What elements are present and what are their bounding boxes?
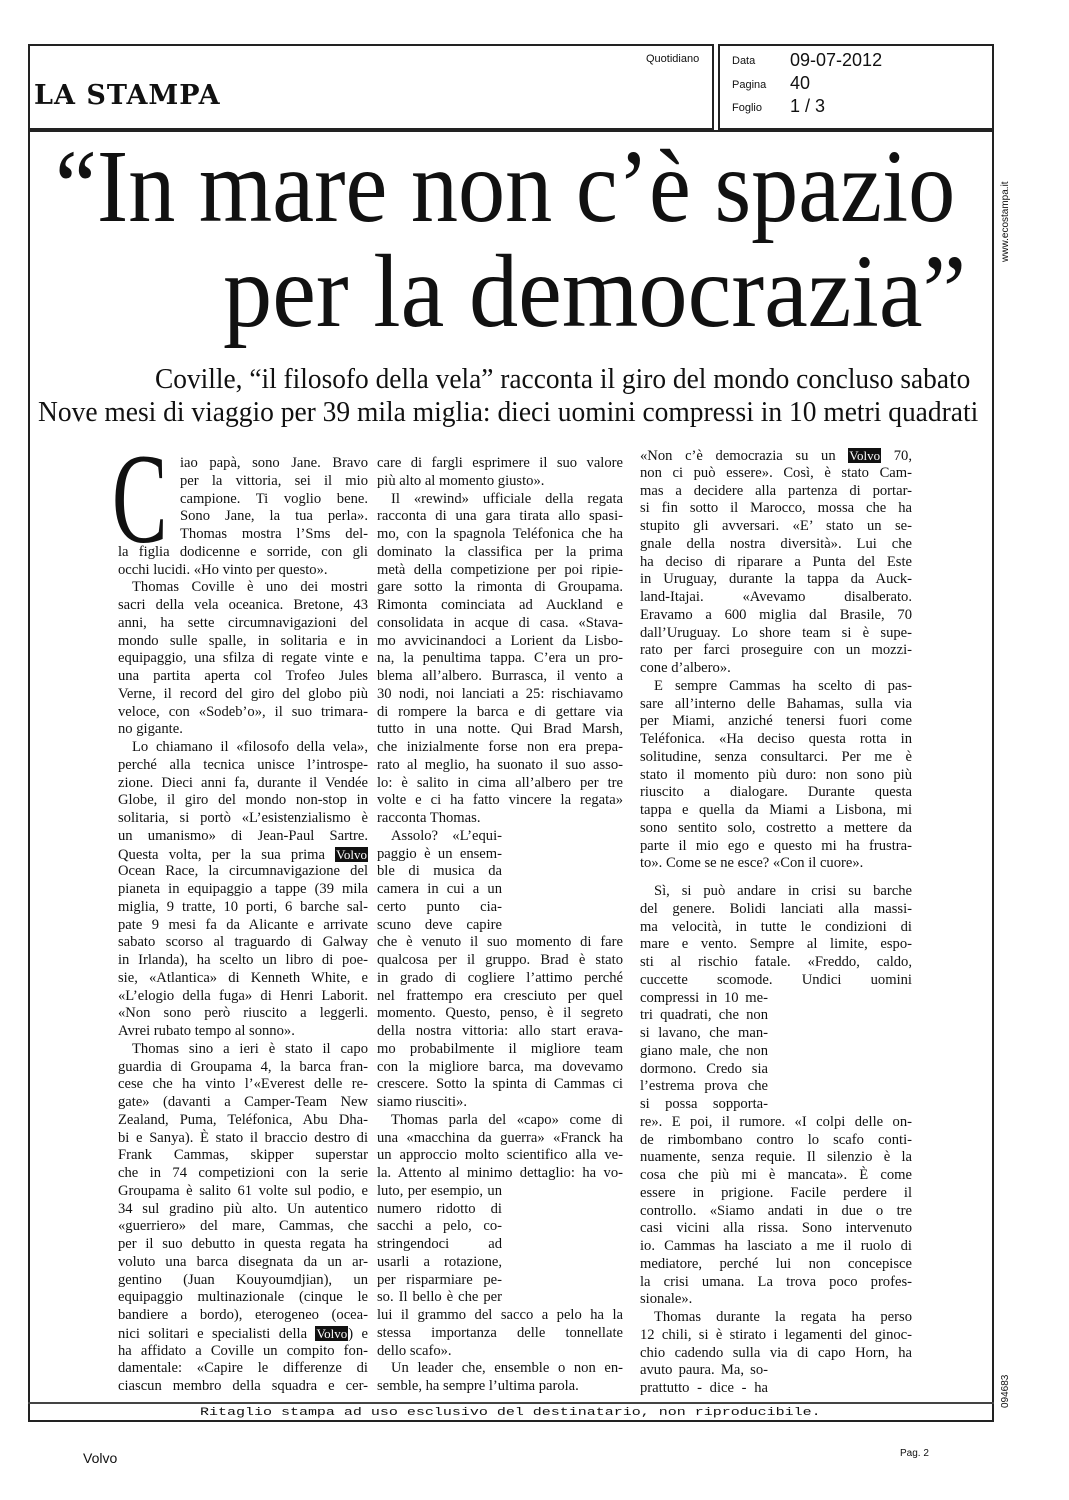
text-line: iao papà, sono Jane. Bravo [180,455,368,471]
text-line: lo: è salito in cima all’albero per tre [377,774,623,791]
meta-value-date: 09-07-2012 [790,50,883,70]
text-line: si possa sopporta- [640,1096,768,1112]
text-line: damentale: «Capire le differenze di [118,1360,368,1377]
text-line: della nostra vittoria: allo start erava- [377,1023,623,1039]
text-line: Zealand, Puma, Teléfonica, Abu Dha- [118,1111,368,1128]
highlighted-brand: Volvo [316,1325,348,1341]
text-line: Assolo? «L’equi- [391,827,502,844]
text-line: l’estrema prova che [640,1078,768,1095]
text-line: Eravamo a 600 miglia dal Brasile, 70 [640,606,912,623]
article-column-1 [118,455,368,1396]
text-line: Thomas sino a ieri è stato il capo [132,1040,368,1057]
text-line: re». E poi, il rumore. «I colpi delle on- [640,1113,912,1130]
text-line: metà della competizione per poi ripie- [377,561,623,578]
text-line: occhi lucidi. «Ho vinto per questo». [118,561,328,578]
text-line: Sì, si può andare in crisi su barche [654,883,912,899]
text-line: siamo riusciti». [377,1094,467,1110]
text-line: nici solitari e specialisti della Volvo) e [118,1325,368,1342]
text-line: cuccette scomode. Undici uomini [640,971,912,988]
text-line: in Irlanda), ha scelto un libro di poe- [118,952,368,968]
text-line: una «macchina da guerra» «Franck ha [377,1129,623,1146]
text-line: controllo. «Siamo andati in due o tre [640,1202,912,1219]
text-line: sare all’interno delle Bahamas, sulla via [640,695,912,712]
text-line: la figlia dodicenne e sorride, con gli [118,543,368,560]
text-line: essere in prigione. Facile perdere il [640,1184,912,1201]
text-line: sono sentito solo, costretto a mettere da [640,819,912,836]
text-line: Groupama è salito 61 volte sul podio, e [118,1182,368,1199]
page-number: Pag. 2 [900,1448,929,1459]
reproduction-notice: Ritaglio stampa ad uso esclusivo del destinatario, non riproducibile. [200,1407,821,1419]
paragraph [377,828,623,1112]
text-line: perché alla tecnica unisce l’introspe- [118,756,368,773]
text-line: chio cadendo sulla via di capo Horn, ha [640,1344,912,1361]
text-line: io. Cammas ha lasciato a me il ruolo di [640,1238,912,1254]
text-line: mo probabilmente il migliore team [377,1040,623,1057]
paragraph [377,455,623,491]
text-line: Ocean Race, la circumnavigazione del [118,863,368,880]
text-line: in Uruguay, durante la tappa da Auck- [640,571,912,588]
masthead-logo: LA STAMPA [34,80,221,111]
text-line: cese che ha vinto l’«Everest delle re- [118,1076,368,1093]
text-line: un approccio molto scientifico alla ve- [377,1147,623,1164]
text-line: volte e ci ha fatto vincere la regata» [377,792,623,809]
text-line: gnale della nostra diversità». Lui che [640,535,912,552]
text-line: blema all’albero. Burrasca, il vento a [377,668,623,684]
text-line: avuto paura. Ma, so- [640,1362,768,1379]
text-line: so. Il bello è che per [377,1289,502,1306]
article-column-3 [640,447,912,1398]
text-line: bi e Sanya). È stato il braccio destro di [118,1129,368,1146]
text-line: de rimbombano contro lo scafo conti- [640,1131,912,1148]
text-line: Verne, il record del giro del globo più [118,685,368,702]
paragraph [118,579,368,739]
text-line: Rimonta cominciata ad Auckland e [377,597,623,613]
meta-label-date: Data [732,55,756,67]
text-line: pianeta in equipaggio a tappe (39 mila [118,881,368,897]
drop-cap: C [112,428,168,570]
text-line: che inizialmente forse non era prepa- [377,739,623,755]
text-line: un umanismo» di Jean-Paul Sartre. [118,827,368,844]
text-line: non ci può essere». Così, è stato Cam- [640,464,912,481]
text-line: stupito gli avversari. «E’ stato un se- [640,518,912,534]
text-line: land-Itajai. «Avevamo disalberato. [640,589,912,605]
meta-value-page: 40 [790,73,811,93]
text-line: mas a decidere alla partenza di portar- [640,482,912,499]
text-line: mo avvicinandoci a Lorient da Lisbo- [377,632,623,649]
text-line: veloce, con «Sodeb’o», il suo trimara- [118,703,368,720]
text-line: momento. Questo, penso, è il segreto [377,1005,623,1022]
text-line: bandiere a bordo), eterogeneo (ocea- [118,1307,368,1323]
text-line: gate» (davanti a Camper-Team New [118,1094,368,1110]
text-line: Thomas durante la regata ha perso [654,1309,912,1325]
text-line: giano male, che non [640,1042,768,1059]
text-line: dall’Uruguay. Lo shore team si è supe- [640,624,912,641]
paragraph [118,455,368,579]
text-line: solitudine, senza consultarci. Per me è [640,748,912,765]
text-line: si lavano, che man- [640,1025,768,1041]
client-brand: Volvo [83,1450,118,1466]
text-line: Thomas mostra l’Sms del- [180,526,368,542]
text-line: crescere. Sotto la spinta di Cammas ci [377,1076,623,1093]
text-line: «L’elogio della fuga» di Henri Laborit. [118,987,368,1004]
paragraph [377,1112,623,1361]
text-line: «Non c’è democrazia su un Volvo 70, [640,448,912,464]
text-line: campione. Ti voglio bene. [180,490,368,507]
text-line: Lo chiamano il «filosofo della vela», [132,739,368,755]
text-line: cone d’albero». [640,660,731,676]
text-line: Thomas Coville è uno dei mostri [132,579,368,596]
text-line: prattutto - dice - ha [640,1380,768,1396]
text-line: mo, con la spagnola Teléfonica che ha [377,526,623,542]
periodicity: Quotidiano [646,53,700,65]
text-line: compressi in 10 me- [640,989,768,1006]
text-line: si fin sotto il Marocco, mossa che ha [640,500,912,517]
text-line: Teléfonica. «Ha deciso questa rotta in [640,731,912,747]
text-line: gare sotto la rimonta di Groupama. [377,579,623,596]
text-line: la. Attento al minimo dettaglio: ha vo- [377,1165,623,1181]
text-line: numero ridotto di [377,1200,502,1217]
text-line: voluto una barca disegnata da un ar- [118,1253,368,1270]
text-line: usarli a rotazione, [377,1253,502,1270]
paragraph [640,678,912,873]
text-line: Thomas parla del «capo» come di [391,1111,623,1128]
highlighted-brand: Volvo [336,846,367,862]
text-line: sionale». [640,1291,693,1308]
text-line: sabato scorso al traguardo di Galway [118,934,368,951]
text-line: stato il momento più duro: non sono più [640,766,912,783]
website-vertical: www.ecostampa.it [1000,181,1011,262]
text-line: racconta di una gara tirata allo spasi- [377,508,623,525]
meta-value-sheet: 1 / 3 [790,96,826,116]
text-line: 34 sul gradino più alto. Un autentico [118,1200,368,1217]
text-line: Questa volta, per la sua prima Volvo [118,846,367,863]
text-line: dormono. Credo sia [640,1060,768,1077]
text-line: miglia, 9 tratte, 10 porti, 6 barche sal- [118,898,368,915]
text-line: nel frattempo era cresciuto per quel [377,987,623,1004]
text-line: una partita aperta col Trofeo Jules [118,668,368,684]
text-line: camera in cui a un [377,881,502,897]
paragraph [377,491,623,828]
text-line: na, la penultima tappa. C’era un pro- [377,650,623,667]
text-line: Avrei rubato tempo al sonno». [118,1023,295,1039]
text-line: gentino (Juan Kouyoumdjian), un [118,1271,368,1288]
paragraph [118,739,368,1041]
text-line: ma velocità, in tutte le condizioni di [640,918,912,935]
text-line: riuscito a dialogare. Durante questa [640,784,912,801]
meta-label-page: Pagina [732,79,767,91]
text-line: sacchi a pelo, co- [377,1218,502,1235]
text-line: zione. Dieci anni fa, durante il Vendée [118,774,368,791]
text-line: ciascun membro della squadra e cer- [118,1378,368,1394]
text-line: tri quadrati, che non [640,1007,768,1024]
text-line: nuamente, senza requie. Il silenzio è la [640,1149,912,1166]
text-line: equipaggio, una sfilza di regate vinte e [118,650,368,667]
text-line: mare e vento. Sempre al limite, espo- [640,936,912,953]
text-line: Globe, il giro del mondo non-stop in [118,792,368,809]
text-line: rato per farci proseguire con un mozzi- [640,642,912,659]
subheadline-line-1: Coville, “il filosofo della vela” racconta il giro del mondo concluso sabato [155,363,971,395]
text-line: che in 74 competizioni con la serie [118,1165,368,1181]
text-line: sti al rischio fatale. «Freddo, caldo, [640,954,912,970]
text-line: dello scafo». [377,1342,452,1359]
text-line: no gigante. [118,721,183,738]
text-line: «guerriero» del mare, Cammas, che [118,1218,368,1235]
text-line: ha deciso di riparare a Punta del Este [640,553,912,570]
text-line: tappa e quella da Miami a Lisbona, mi [640,802,912,818]
text-line: E sempre Cammas ha scelto di pas- [654,677,912,694]
text-line: parte il mio ego e questo mi ha frustra- [640,837,912,854]
text-line: solitaria, si portò «L’esistenzialismo è [118,810,368,826]
text-line: qualcosa per il gruppo. Brad è stato [377,952,623,968]
text-line: scuno deve capire [377,916,502,933]
headline-line-1: “In mare non c’è spazio [55,129,956,244]
text-line: mediatore, perché lui non concepisce [640,1255,912,1272]
text-line: ha affidato a Coville un compito fon- [118,1342,368,1359]
paragraph [640,1309,912,1398]
text-line: casi vicini alla rissa. Sono intervenuto [640,1220,912,1237]
text-line: mondo sulle spalle, in solitaria e in [118,632,368,649]
text-line: per risparmiare pe- [377,1271,502,1288]
text-line: Un leader che, ensemble o non en- [391,1360,623,1377]
text-line: dominato la classifica per la prima [377,543,623,560]
text-line: anni, ha sette circumnavigazioni del [118,614,368,631]
text-line: racconta Thomas. [377,810,481,826]
text-line: Frank Cammas, skipper superstar [118,1147,368,1164]
text-line: care di fargli esprimere il suo valore [377,455,623,471]
meta-label-sheet: Foglio [732,102,762,114]
subheadline-line-2: Nove mesi di viaggio per 39 mila miglia: dieci uomini compressi in 10 metri quadrati [38,396,979,428]
text-line: di rompere la barca e di gettare via [377,703,623,720]
text-line: consolidata in acque di casa. «Stava- [377,614,623,631]
text-line: per Miami, anziché tenersi fuori come [640,713,912,730]
headline-line-2: per la democrazia” [223,234,967,349]
text-line: Sono Jane, la tua perla». [180,508,368,525]
text-line: luto, per esempio, un [377,1182,502,1199]
text-line: Il «rewind» ufficiale della regata [391,490,623,507]
text-line: con la migliore barca, ma dovevamo [377,1058,623,1075]
text-line: in grado di cogliere l’attimo perché [377,969,623,986]
text-line: per il suo debutto in questa regata ha [118,1236,368,1252]
text-line: guardia di Groupama 4, la barca fran- [118,1058,368,1075]
paragraph [640,447,912,678]
text-line: equipaggio multinazionale (cinque le [118,1289,368,1306]
text-line: più alto al momento giusto». [377,472,545,489]
highlighted-brand: Volvo [849,448,881,463]
text-line: «Non sono però riuscito a leggerli. [118,1005,368,1022]
text-line: che è venuto il suo momento di fare [377,934,623,951]
clip-code-vertical: 094683 [1000,1374,1011,1408]
text-line: stringendoci ad [377,1236,502,1252]
text-line: 12 chili, si è stirato i legamenti del ginoc- [640,1326,912,1343]
text-line: 30 nodi, noi lanciati a 25: rischiavamo [377,685,623,702]
text-line: to». Come se ne esce? «Con il cuore». [640,855,864,872]
text-line: tutto in una notte. Qui Brad Marsh, [377,721,623,738]
text-line: sie, «Atlantica» di Kenneth White, e [118,969,368,986]
text-line: del genere. Bolidi lanciati alla massi- [640,900,912,917]
text-line: semble, ha sempre l’ultima parola. [377,1378,579,1394]
text-line: certo punto cia- [377,898,502,915]
paragraph [118,1041,368,1396]
footer-rule [28,1402,994,1404]
text-line: sacri della vela oceanica. Bretone, 43 [118,597,368,613]
text-line: rato al meglio, ha suonato il suo asso- [377,756,623,773]
text-line: la crisi umana. La trova poco profes- [640,1273,912,1290]
text-line: ble di musica da [377,863,502,880]
article-column-2 [377,455,623,1396]
paragraph [377,1360,623,1396]
paragraph [640,883,912,1309]
text-line: lui il grammo del sacco a pelo ha la [377,1307,623,1323]
text-line: pate 9 mesi fa da Alicante e arrivate [118,916,368,933]
text-line: cosa che più mi è mancata». È come [640,1167,912,1183]
text-line: stessa importanza delle tonnellate [377,1324,623,1341]
text-line: per la vittoria, sei il mio [180,472,368,489]
text-line: paggio è un ensem- [377,845,502,862]
